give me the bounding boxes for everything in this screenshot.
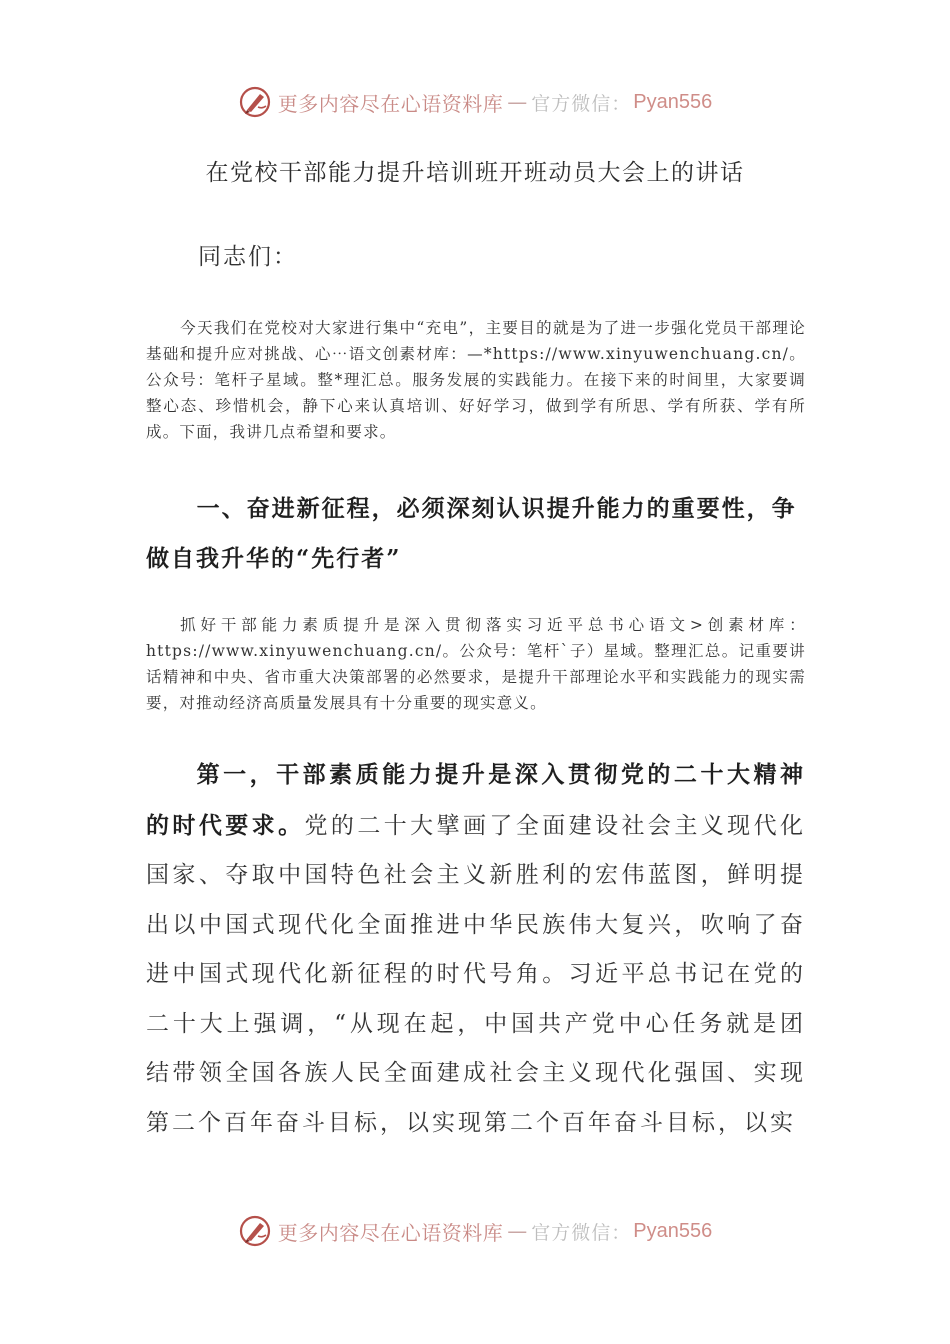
footer-watermark <box>0 1211 950 1251</box>
page-title: 在党校干部能力提升培训班开班动员大会上的讲话 <box>205 160 745 186</box>
watermark-wechat-id: Pyan556 <box>633 90 713 113</box>
watermark-separator: — <box>507 1219 528 1243</box>
watermark-official-label: 官方微信： <box>531 1221 632 1244</box>
watermark-wechat-id: Pyan556 <box>633 1219 713 1242</box>
point-one-lead: 第一，干部素质能力提升是深入贯彻党的二十大精神的时代要求。 <box>146 761 806 839</box>
header-watermark <box>0 82 950 122</box>
watermark-separator: — <box>507 90 528 114</box>
pen-logo-icon <box>238 85 272 119</box>
pen-logo-icon <box>238 1214 272 1248</box>
watermark-official-label: 官方微信： <box>531 92 632 115</box>
section-heading: 一、奋进新征程，必须深刻认识提升能力的重要性，争做自我升华的“先行者” <box>146 495 797 572</box>
point-one-body: 党的二十大擘画了全面建设社会主义现代化国家、夺取中国特色社会主义新胜利的宏伟蓝图，鲜明提出以中国式现代化全面推进中华民族伟大复兴，吹响了奋进中国式现代化新征程的时代号角。习近平总书记在党的二十大上强调，“从现在起，中国共产党中心任务就是团结带领全国各族人民全面建成社会主义现代化强国、实现第二个百年奋斗目标，以实现第二个百年奋斗目标，以实 <box>146 812 807 1136</box>
watermark-library-text: 更多内容尽在心语资料库 <box>277 91 504 116</box>
section-intro-paragraph: 抓好干部能力素质提升是深入贯彻落实习近平总书心语文>创素材库：https://www.xinyuwenchuang.cn/。公众号：笔杆`子）星域。整理汇总。记重要讲话精神和中央、省市重大决策部署的必然要求，是提升干部理论水平和实践能力的现实需要，对推动经济高质量发展具有十分重要的现实意义。 <box>146 616 806 712</box>
point-one-paragraph <box>146 750 806 1148</box>
watermark-library-text: 更多内容尽在心语资料库 <box>277 1220 504 1245</box>
intro-paragraph: 今天我们在党校对大家进行集中“充电”，主要目的就是为了进一步强化党员干部理论基础和提升应对挑战、心⋯语文创素材库：—*https://www.xinyuwenchuang.cn/。公众号：笔杆子星域。整*理汇总。服务发展的实践能力。在接下来的时间里，大家要调整心态、珍惜机会，静下心来认真培训、好好学习，做到学有所思、学有所获、学有所成。下面，我讲几点希望和要求。 <box>146 319 806 441</box>
salutation: 同志们： <box>198 244 298 270</box>
